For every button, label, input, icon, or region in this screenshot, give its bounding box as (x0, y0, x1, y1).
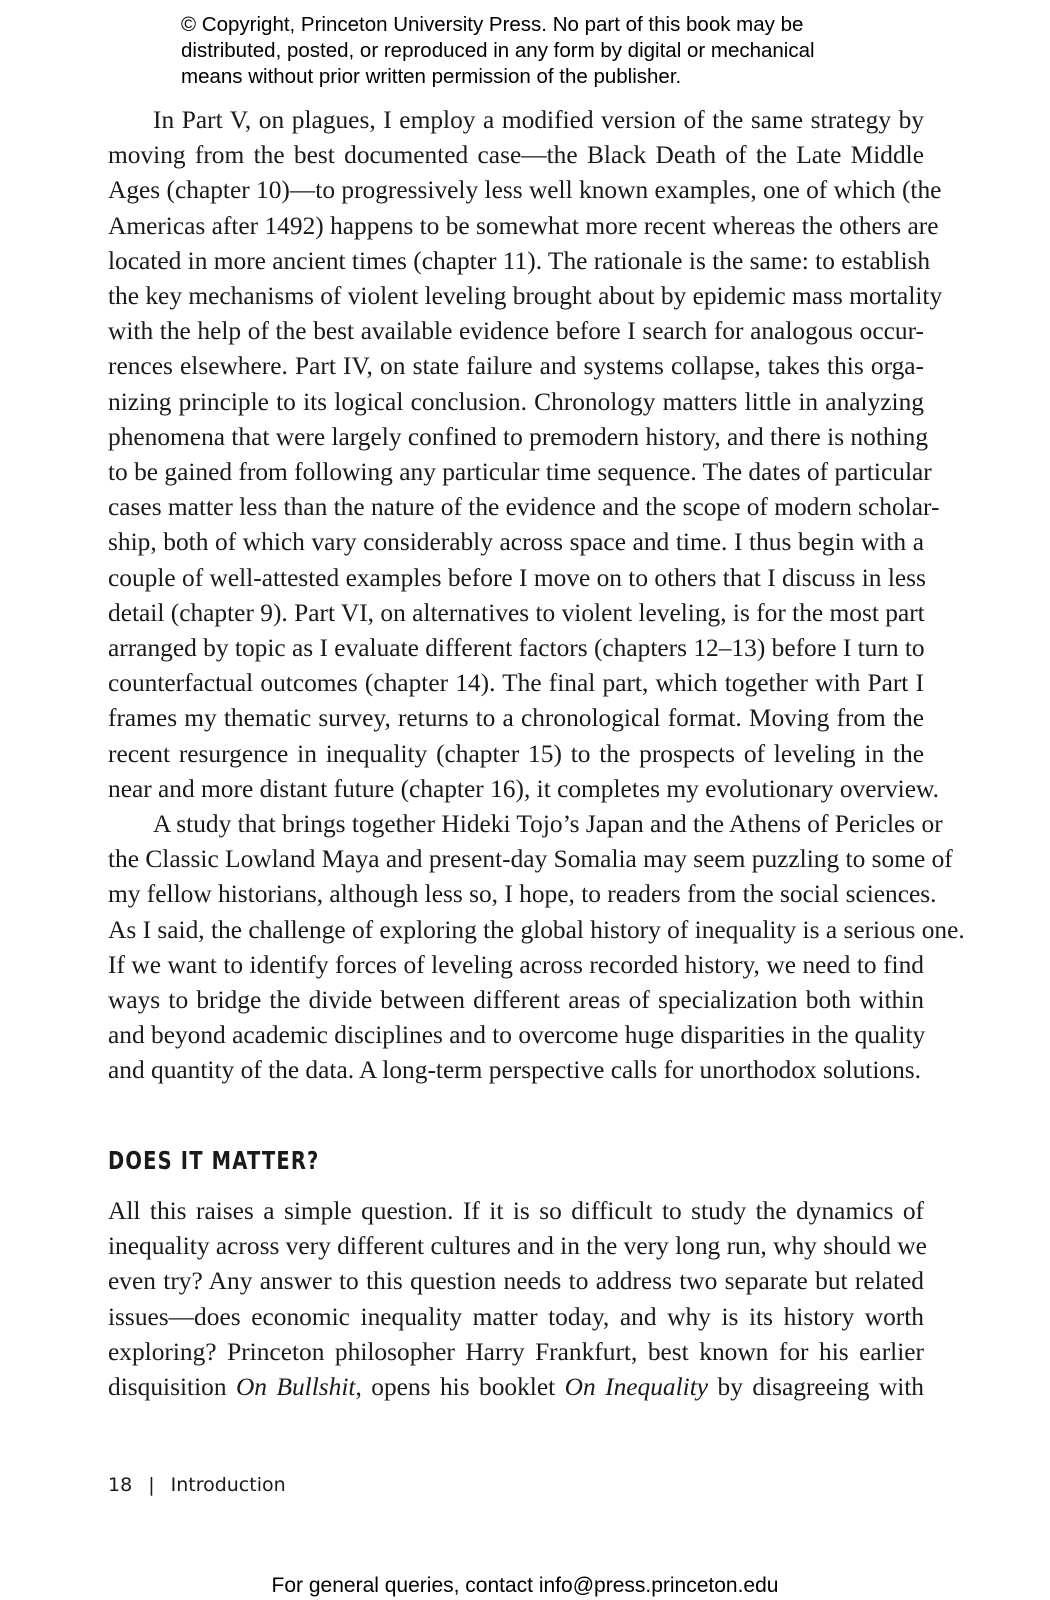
text-line: exploring? Princeton philosopher Harry Frankfurt, best known for his earlier (108, 1337, 924, 1366)
text-line: If we want to identify forces of leveling across recorded history, we need to find (108, 950, 924, 979)
text-line: frames my thematic survey, returns to a chronological format. Moving from the (108, 704, 924, 733)
text-line: near and more distant future (chapter 16), it completes my evolutionary overview. (108, 774, 940, 803)
text-line: located in more ancient times (chapter 11). The rationale is the same: to establish (108, 246, 931, 275)
text-line: phenomena that were largely confined to premodern history, and there is nothing (108, 422, 929, 451)
page-number: 18 (108, 1474, 133, 1496)
text-line: recent resurgence in inequality (chapter 15) to the prospects of leveling in the (108, 739, 924, 768)
text-line: rences elsewhere. Part IV, on state failure and systems collapse, takes this orga- (108, 352, 924, 381)
text-line: All this raises a simple question. If it is so difficult to study the dynamics of (108, 1197, 924, 1225)
text-line: and beyond academic disciplines and to overcome huge disparities in the quality (108, 1021, 926, 1050)
text-line: the key mechanisms of violent leveling brought about by epidemic mass mortality (108, 282, 943, 311)
text-line: detail (chapter 9). Part VI, on alternatives to violent leveling, is for the most part (108, 598, 925, 627)
text-line (108, 1370, 924, 1405)
text-line: counterfactual outcomes (chapter 14). The final part, which together with Part I (108, 669, 924, 698)
text-line: couple of well-attested examples before I move on to others that I discuss in less (108, 563, 926, 592)
contact-notice: For general queries, contact info@press.princeton.edu (271, 1574, 779, 1597)
page-footer (108, 1474, 286, 1496)
text-line: issues—does economic inequality matter today, and why is its history worth (108, 1302, 924, 1331)
text-run: by disagreeing with (708, 1373, 925, 1402)
text-line: Ages (chapter 10)—to progressively less well known examples, one of which (the (108, 176, 942, 205)
copyright-line: means without prior written permission of the publisher. (181, 65, 682, 88)
text-line: inequality across very different cultures and in the very long run, why should we (108, 1232, 927, 1261)
text-line: with the help of the best available evidence before I search for analogous occur- (108, 317, 924, 346)
copyright-line: © Copyright, Princeton University Press. No part of this book may be (181, 13, 804, 36)
text-line: to be gained from following any particular time sequence. The dates of particular (108, 458, 932, 487)
book-title-on-bullshit: On Bullshit (235, 1373, 356, 1402)
text-line: nizing principle to its logical conclusion. Chronology matters little in analyzing (108, 387, 924, 416)
text-line: ways to bridge the divide between different areas of specialization both within (108, 986, 924, 1015)
text-line: the Classic Lowland Maya and present-day Somalia may seem puzzling to some of (108, 845, 953, 874)
text-line: moving from the best documented case—the Black Death of the Late Middle (108, 141, 924, 170)
text-run: , opens his booklet (355, 1373, 565, 1402)
text-line: A study that brings together Hideki Tojo’s Japan and the Athens of Pericles or (153, 810, 943, 838)
text-line: even try? Any answer to this question needs to address two separate but related (108, 1267, 924, 1296)
footer-separator: | (148, 1474, 155, 1496)
copyright-notice (181, 12, 941, 90)
text-line: ship, both of which vary considerably across space and time. I thus begin with a (108, 528, 924, 557)
section-heading: DOES IT MATTER? (108, 1146, 320, 1175)
paragraph-study-scope (108, 807, 965, 1089)
text-line: arranged by topic as I evaluate different factors (chapters 12–13) before I turn to (108, 634, 925, 663)
text-run: disquisition (108, 1373, 236, 1402)
text-line: my fellow historians, although less so, I hope, to readers from the social sciences. (108, 880, 937, 909)
text-line: As I said, the challenge of exploring the global history of inequality is a serious one. (108, 915, 965, 944)
text-line: and quantity of the data. A long-term perspective calls for unorthodox solutions. (108, 1056, 922, 1085)
copyright-line: distributed, posted, or reproduced in any form by digital or mechanical (181, 39, 815, 62)
text-line: In Part V, on plagues, I employ a modified version of the same strategy by (153, 106, 924, 134)
paragraph-parts-overview (108, 103, 943, 807)
text-line: cases matter less than the nature of the evidence and the scope of modern scholar- (108, 493, 940, 522)
book-title-on-inequality: On Inequality (564, 1373, 709, 1402)
running-section-title: Introduction (170, 1474, 286, 1496)
paragraph-does-it-matter (108, 1194, 927, 1405)
text-line: Americas after 1492) happens to be somewhat more recent whereas the others are (108, 211, 939, 240)
